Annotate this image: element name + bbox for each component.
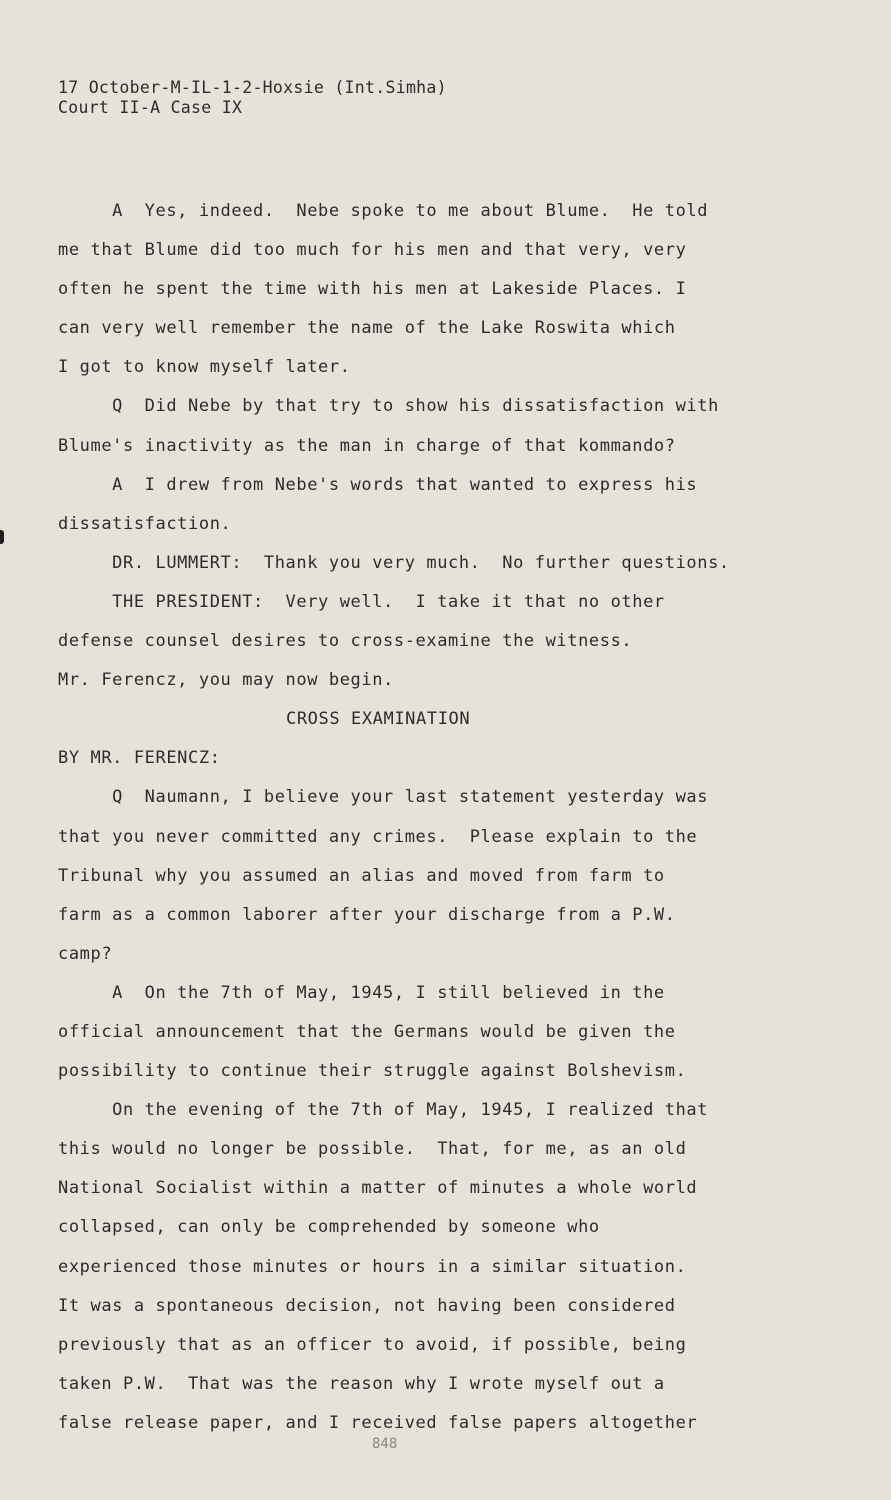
header-line-2: Court II-A Case IX: [58, 98, 243, 117]
text-line: Blume's inactivity as the man in charge of that kommando?: [58, 435, 676, 456]
text-line: Mr. Ferencz, you may now begin.: [58, 670, 394, 691]
text-line: possibility to continue their struggle against Bolshevism.: [58, 1061, 687, 1082]
text-line: National Socialist within a matter of minutes a whole world: [58, 1178, 698, 1199]
text-line: DR. LUMMERT: Thank you very much. No further questions.: [58, 552, 730, 573]
document-header: [58, 78, 447, 118]
text-line: often he spent the time with his men at Lakeside Places. I: [58, 279, 687, 300]
section-heading: CROSS EXAMINATION: [286, 709, 471, 730]
text-line: Q Did Nebe by that try to show his dissatisfaction with: [58, 396, 719, 417]
text-line: experienced those minutes or hours in a similar situation.: [58, 1256, 687, 1277]
text-line: defense counsel desires to cross-examine the witness.: [58, 631, 633, 652]
text-line: that you never committed any crimes. Please explain to the: [58, 826, 698, 847]
text-line: dissatisfaction.: [58, 513, 232, 534]
header-line-1: 17 October-M-IL-1-2-Hoxsie (Int.Simha): [58, 78, 447, 97]
binding-mark: [0, 530, 4, 544]
text-line: this would no longer be possible. That, for me, as an old: [58, 1139, 687, 1160]
text-line: farm as a common laborer after your discharge from a P.W.: [58, 904, 676, 925]
text-line: THE PRESIDENT: Very well. I take it that no other: [58, 591, 665, 612]
text-line: Q Naumann, I believe your last statement yesterday was: [58, 787, 709, 808]
text-line: A Yes, indeed. Nebe spoke to me about Blume. He told: [58, 201, 709, 221]
page-number: 848: [372, 1436, 398, 1452]
text-line: previously that as an officer to avoid, if possible, being: [58, 1334, 687, 1355]
text-line: camp?: [58, 943, 113, 964]
text-line: official announcement that the Germans would be given the: [58, 1021, 676, 1042]
text-line: A I drew from Nebe's words that wanted to express his: [58, 474, 698, 495]
text-line: collapsed, can only be comprehended by someone who: [58, 1217, 600, 1238]
text-line: On the evening of the 7th of May, 1945, I realized that: [58, 1100, 709, 1121]
text-line: I got to know myself later.: [58, 357, 351, 378]
transcript-body: [58, 192, 778, 1443]
text-line: can very well remember the name of the Lake Roswita which: [58, 318, 676, 339]
text-line: me that Blume did too much for his men and that very, very: [58, 240, 687, 261]
text-line: It was a spontaneous decision, not having been considered: [58, 1295, 676, 1316]
text-line: Tribunal why you assumed an alias and moved from farm to: [58, 865, 665, 886]
text-line: A On the 7th of May, 1945, I still believed in the: [58, 982, 665, 1003]
text-line: false release paper, and I received false papers altogether: [58, 1412, 698, 1433]
text-line: BY MR. FERENCZ:: [58, 748, 221, 769]
text-line: taken P.W. That was the reason why I wrote myself out a: [58, 1373, 665, 1394]
